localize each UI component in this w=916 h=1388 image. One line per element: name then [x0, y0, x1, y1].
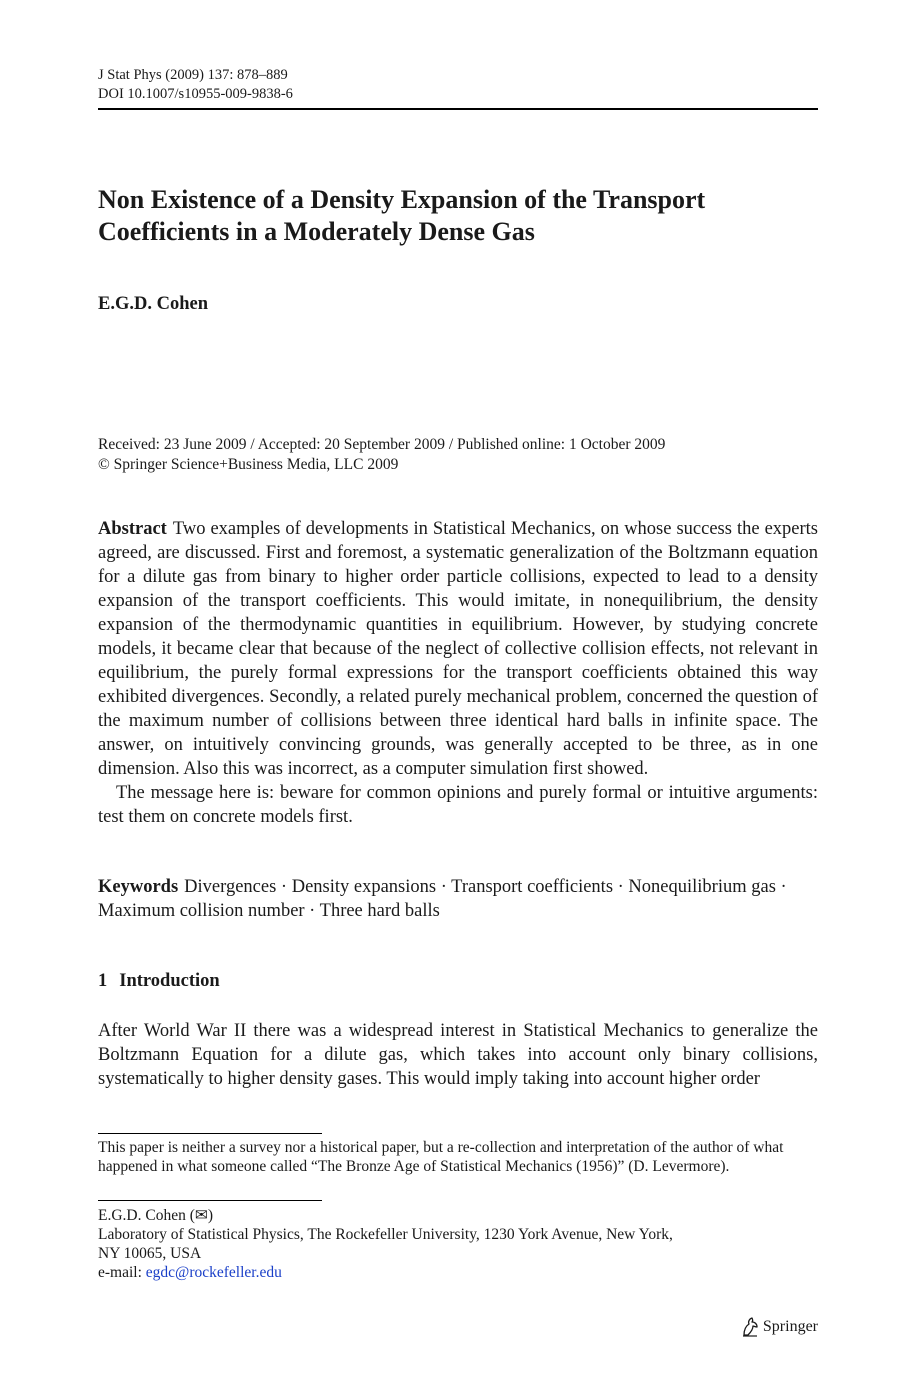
- section-heading: [98, 971, 220, 992]
- doi: DOI 10.1007/s10955-009-9838-6: [98, 86, 293, 102]
- affiliation: [98, 1206, 788, 1282]
- abstract-message: The message here is: beware for common opinions and purely formal or intuitive arguments: test them on concrete models first.: [98, 783, 818, 827]
- affiliation-address-line2: NY 10065, USA: [98, 1245, 202, 1262]
- abstract-text: Two examples of developments in Statistical Mechanics, on whose success the experts agreed, are discussed. First and foremost, a systematic generalization of the Boltzmann equation for a dilute gas from binary to higher order particle collisions, expected to lead to a density expansion of the transport coefficients. This would imitate, in nonequilibrium, the density expansion of the thermodynamic quantities in equilibrium. However, by studying concrete models, it became clear that because of the neglect of collective collision effects, not relevant in equilibrium, the purely formal expressions for the transport coefficients obtained this way exhibited divergences. Secondly, a related purely mechanical problem, concerned the question of the maximum number of collisions between three identical hard balls in infinite space. The answer, on intuitively convincing grounds, was generally accepted to be three, as in one dimension. Also this was incorrect, as a computer simulation first showed.: [98, 519, 818, 779]
- keywords-text: Divergences · Density expansions · Transport coefficients · Nonequilibrium gas · Maximum collision number · Three hard balls: [98, 877, 787, 921]
- section-number: 1: [98, 971, 108, 991]
- author-name: E.G.D. Cohen: [98, 294, 208, 314]
- copyright: © Springer Science+Business Media, LLC 2009: [98, 456, 399, 473]
- footnote-rule: [98, 1133, 322, 1134]
- footnote: This paper is neither a survey nor a historical paper, but a re-collection and interpretation of the author of what happened in what someone called “The Bronze Age of Statistical Mechanics (1956)” (D. Levermore).: [98, 1139, 784, 1175]
- keywords: [98, 875, 818, 923]
- affiliation-rule: [98, 1200, 322, 1201]
- publication-dates: Received: 23 June 2009 / Accepted: 20 September 2009 / Published online: 1 October 2009: [98, 436, 666, 453]
- email-label: e-mail:: [98, 1264, 142, 1281]
- affiliation-name: E.G.D. Cohen (✉): [98, 1207, 214, 1224]
- abstract-paragraph: [98, 517, 818, 781]
- springer-logo: [738, 1316, 818, 1338]
- springer-horse-icon: [741, 1317, 759, 1337]
- paper-title: Non Existence of a Density Expansion of the Transport Coefficients in a Moderately Dense Gas: [98, 185, 706, 246]
- intro-paragraph: After World War II there was a widespread interest in Statistical Mechanics to generalize the Boltzmann Equation for a dilute gas, which takes into account only binary collisions, systematically to higher density gases. This would imply taking into account higher order: [98, 1021, 818, 1089]
- section-title: Introduction: [119, 971, 220, 991]
- affiliation-email-line: [98, 1263, 788, 1282]
- email-link[interactable]: egdc@rockefeller.edu: [145, 1264, 282, 1281]
- publisher-name: Springer: [762, 1318, 818, 1335]
- keywords-label: Keywords: [98, 877, 179, 897]
- abstract-label: Abstract: [98, 519, 167, 539]
- affiliation-address-line1: Laboratory of Statistical Physics, The Rockefeller University, 1230 York Avenue, New York,: [98, 1226, 673, 1243]
- abstract: [98, 517, 818, 829]
- header-rule: [98, 108, 818, 110]
- journal-reference: J Stat Phys (2009) 137: 878–889: [98, 67, 288, 83]
